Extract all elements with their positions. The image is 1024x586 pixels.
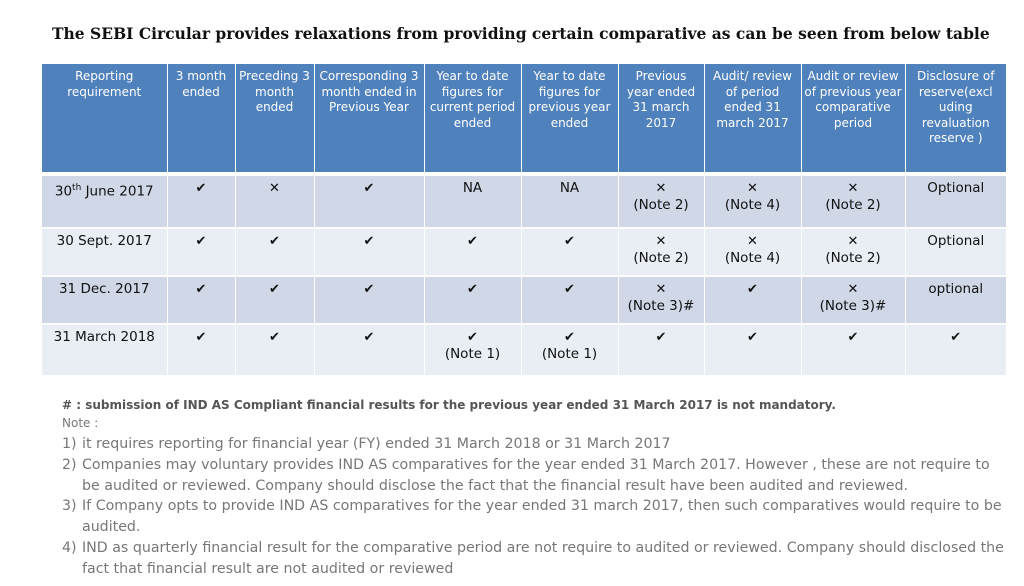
table-cell: NA bbox=[424, 176, 521, 228]
table-cell: optional bbox=[905, 276, 1006, 324]
column-header: Disclosure of reserve(excl uding revaluation reserve ) bbox=[905, 64, 1006, 172]
check-icon: ✔ bbox=[467, 234, 478, 249]
cell-note: (Note 2) bbox=[825, 250, 881, 266]
check-icon: ✔ bbox=[195, 282, 207, 297]
notes-label: Note : bbox=[62, 416, 99, 430]
check-icon: ✔ bbox=[747, 330, 758, 345]
table-cell: Optional bbox=[905, 176, 1006, 228]
table-cell bbox=[235, 276, 314, 324]
check-icon: ✔ bbox=[195, 330, 207, 345]
check-icon: ✔ bbox=[564, 282, 575, 297]
check-icon: ✔ bbox=[363, 330, 375, 345]
column-header: Year to date figures for previous year ended bbox=[521, 64, 618, 172]
table-cell bbox=[167, 276, 235, 324]
table-cell bbox=[905, 324, 1006, 376]
cell-note: (Note 4) bbox=[724, 197, 781, 213]
check-icon: ✔ bbox=[467, 282, 478, 297]
table-cell bbox=[704, 276, 801, 324]
cell-note: (Note 2) bbox=[825, 197, 881, 213]
check-icon: ✔ bbox=[269, 234, 280, 249]
cross-icon: ✕ bbox=[847, 181, 859, 196]
table-cell bbox=[314, 228, 424, 276]
table-cell bbox=[167, 324, 235, 376]
column-header: Reporting requirement bbox=[42, 64, 167, 172]
table-cell bbox=[704, 228, 801, 276]
table-cell bbox=[801, 324, 905, 376]
table-row bbox=[42, 276, 1006, 324]
table-row bbox=[42, 228, 1006, 276]
row-label: 30 Sept. 2017 bbox=[42, 228, 167, 276]
table-cell bbox=[521, 324, 618, 376]
check-icon: ✔ bbox=[269, 282, 280, 297]
column-header: Previous year ended 31 march 2017 bbox=[618, 64, 704, 172]
table-cell bbox=[314, 176, 424, 228]
check-icon: ✔ bbox=[363, 181, 375, 196]
table-cell: NA bbox=[521, 176, 618, 228]
check-icon: ✔ bbox=[655, 330, 667, 345]
cell-note: (Note 1) bbox=[541, 346, 598, 362]
table-row bbox=[42, 324, 1006, 376]
cross-icon: ✕ bbox=[747, 181, 758, 196]
cell-note: (Note 1) bbox=[444, 346, 501, 362]
cross-icon: ✕ bbox=[655, 234, 667, 249]
table-cell bbox=[801, 176, 905, 228]
column-header: Preceding 3 month ended bbox=[235, 64, 314, 172]
column-header: Year to date figures for current period ended bbox=[424, 64, 521, 172]
table-cell bbox=[424, 324, 521, 376]
table-cell bbox=[801, 228, 905, 276]
notes-list bbox=[62, 434, 1004, 580]
table-header-row bbox=[42, 64, 1006, 172]
footnote: # : submission of IND AS Compliant financial results for the previous year ended 31 March 2017 is not mandatory. bbox=[62, 398, 836, 412]
table-cell bbox=[167, 228, 235, 276]
cell-note: (Note 4) bbox=[724, 250, 781, 266]
comparatives-table bbox=[42, 64, 1006, 377]
check-icon: ✔ bbox=[363, 234, 375, 249]
table-cell bbox=[618, 228, 704, 276]
check-icon: ✔ bbox=[467, 330, 478, 345]
table-cell bbox=[704, 176, 801, 228]
check-icon: ✔ bbox=[269, 330, 280, 345]
row-label: 31 Dec. 2017 bbox=[42, 276, 167, 324]
cross-icon: ✕ bbox=[269, 181, 280, 196]
cell-note: (Note 3)# bbox=[627, 298, 695, 314]
table-cell bbox=[235, 228, 314, 276]
list-item: 4) IND as quarterly financial result for the comparative period are not require to audited or reviewed. Company should disclosed the fact that financial result are not audited or reviewed bbox=[62, 539, 1004, 577]
table-cell bbox=[618, 276, 704, 324]
check-icon: ✔ bbox=[847, 330, 859, 345]
row-label: 30th June 2017 bbox=[42, 176, 167, 228]
table-cell bbox=[424, 228, 521, 276]
check-icon: ✔ bbox=[195, 234, 207, 249]
table-cell bbox=[314, 276, 424, 324]
table-cell bbox=[521, 276, 618, 324]
list-item: 1) it requires reporting for financial year (FY) ended 31 March 2018 or 31 March 2017 bbox=[62, 436, 671, 452]
table-cell bbox=[801, 276, 905, 324]
list-item: 3) If Company opts to provide IND AS comparatives for the year ended 31 march 2017, then such comparatives would require to be audited. bbox=[62, 498, 1002, 536]
cross-icon: ✕ bbox=[655, 282, 667, 297]
column-header: 3 month ended bbox=[167, 64, 235, 172]
table-cell: Optional bbox=[905, 228, 1006, 276]
cross-icon: ✕ bbox=[847, 234, 859, 249]
check-icon: ✔ bbox=[195, 181, 207, 196]
cross-icon: ✕ bbox=[655, 181, 667, 196]
table-cell bbox=[618, 176, 704, 228]
table-cell bbox=[235, 324, 314, 376]
cross-icon: ✕ bbox=[747, 234, 758, 249]
cross-icon: ✕ bbox=[847, 282, 859, 297]
check-icon: ✔ bbox=[747, 282, 758, 297]
column-header: Audit or review of previous year comparative period bbox=[801, 64, 905, 172]
cell-note: (Note 2) bbox=[633, 197, 689, 213]
table-cell bbox=[235, 176, 314, 228]
table-cell bbox=[424, 276, 521, 324]
check-icon: ✔ bbox=[950, 330, 962, 345]
check-icon: ✔ bbox=[564, 330, 575, 345]
column-header: Audit/ review of period ended 31 march 2017 bbox=[704, 64, 801, 172]
table-cell bbox=[521, 228, 618, 276]
column-header: Corresponding 3 month ended in Previous Year bbox=[314, 64, 424, 172]
page-title: The SEBI Circular provides relaxations from providing certain comparative as can be seen from below table bbox=[52, 24, 990, 43]
row-label: 31 March 2018 bbox=[42, 324, 167, 376]
check-icon: ✔ bbox=[564, 234, 575, 249]
table-cell bbox=[167, 176, 235, 228]
table-row bbox=[42, 176, 1006, 228]
cell-note: (Note 3)# bbox=[819, 298, 887, 314]
check-icon: ✔ bbox=[363, 282, 375, 297]
table-cell bbox=[618, 324, 704, 376]
cell-note: (Note 2) bbox=[633, 250, 689, 266]
list-item: 2) Companies may voluntary provides IND AS comparatives for the year ended 31 March 2017. However , these are not require to be audited or reviewed. Company should disclose the fact that the financial result have been audited and reviewed. bbox=[62, 456, 990, 494]
table-cell bbox=[704, 324, 801, 376]
table-cell bbox=[314, 324, 424, 376]
